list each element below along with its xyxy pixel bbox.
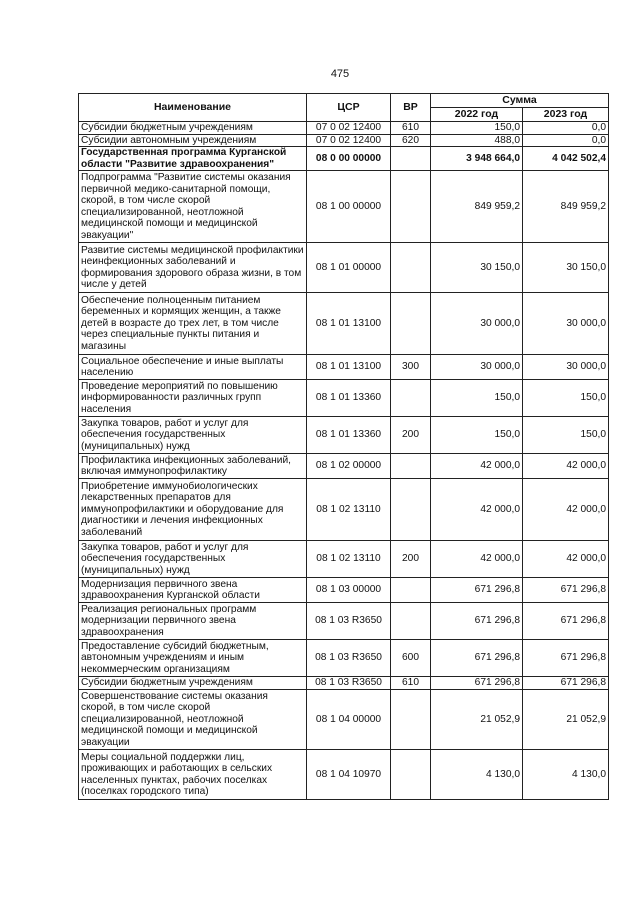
sum-2023-cell: 0,0	[523, 122, 609, 135]
sum-2022-cell: 21 052,9	[431, 690, 523, 750]
vr-cell: 300	[391, 355, 431, 380]
csr-cell: 08 1 01 13100	[307, 355, 391, 380]
header-csr: ЦСР	[307, 94, 391, 122]
sum-2022-cell: 150,0	[431, 122, 523, 135]
csr-cell: 08 0 00 00000	[307, 147, 391, 171]
sum-2023-cell: 30 000,0	[523, 355, 609, 380]
sum-2023-cell: 30 150,0	[523, 243, 609, 293]
table-row	[79, 479, 609, 541]
csr-cell: 08 1 03 R3650	[307, 640, 391, 677]
csr-cell: 08 1 04 00000	[307, 690, 391, 750]
name-cell: Предоставление субсидий бюджетным, автономным учреждениям и иным некоммерческим организациям	[79, 640, 307, 677]
csr-cell: 08 1 01 00000	[307, 243, 391, 293]
sum-2022-cell: 671 296,8	[431, 677, 523, 690]
vr-cell	[391, 750, 431, 800]
name-cell: Развитие системы медицинской профилактики неинфекционных заболеваний и формирования здорового образа жизни, в том числе у детей	[79, 243, 307, 293]
csr-cell: 07 0 02 12400	[307, 122, 391, 135]
sum-2022-cell: 849 959,2	[431, 171, 523, 243]
vr-cell: 610	[391, 677, 431, 690]
name-cell: Профилактика инфекционных заболеваний, включая иммунопрофилактику	[79, 454, 307, 479]
sum-2022-cell: 4 130,0	[431, 750, 523, 800]
csr-cell: 08 1 01 13360	[307, 380, 391, 417]
csr-cell: 08 1 02 13110	[307, 479, 391, 541]
name-cell: Меры социальной поддержки лиц, проживающих и работающих в сельских населенных пунктах, рабочих поселках (поселках городского типа)	[79, 750, 307, 800]
sum-2023-cell: 30 000,0	[523, 293, 609, 355]
name-cell: Приобретение иммунобиологических лекарственных препаратов для иммунопрофилактики и оборудование для диагностики и лечения инфекционных заболеваний	[79, 479, 307, 541]
vr-cell	[391, 479, 431, 541]
csr-cell: 08 1 03 00000	[307, 578, 391, 603]
csr-cell: 08 1 00 00000	[307, 171, 391, 243]
name-cell: Обеспечение полноценным питанием беременных и кормящих женщин, а также детей в возрасте до трех лет, в том числе через специальные пункты питания и магазины	[79, 293, 307, 355]
header-year-2022: 2022 год	[431, 108, 523, 122]
vr-cell	[391, 603, 431, 640]
sum-2023-cell: 42 000,0	[523, 541, 609, 578]
name-cell: Совершенствование системы оказания скорой, в том числе скорой специализированной, неотложной медицинской помощи и медицинской эвакуации	[79, 690, 307, 750]
vr-cell: 620	[391, 134, 431, 147]
table-row	[79, 355, 609, 380]
name-cell: Субсидии автономным учреждениям	[79, 134, 307, 147]
table-row	[79, 603, 609, 640]
sum-2022-cell: 42 000,0	[431, 454, 523, 479]
sum-2023-cell: 4 042 502,4	[523, 147, 609, 171]
sum-2023-cell: 671 296,8	[523, 640, 609, 677]
sum-2022-cell: 30 000,0	[431, 293, 523, 355]
name-cell: Государственная программа Курганской области "Развитие здравоохранения"	[79, 147, 307, 171]
name-cell: Закупка товаров, работ и услуг для обеспечения государственных (муниципальных) нужд	[79, 541, 307, 578]
header-vr: ВР	[391, 94, 431, 122]
table-row	[79, 454, 609, 479]
sum-2023-cell: 42 000,0	[523, 454, 609, 479]
sum-2022-cell: 42 000,0	[431, 541, 523, 578]
vr-cell: 610	[391, 122, 431, 135]
table-row	[79, 380, 609, 417]
vr-cell	[391, 243, 431, 293]
name-cell: Субсидии бюджетным учреждениям	[79, 122, 307, 135]
vr-cell: 200	[391, 417, 431, 454]
budget-table	[78, 93, 609, 800]
vr-cell	[391, 454, 431, 479]
csr-cell: 08 1 01 13100	[307, 293, 391, 355]
sum-2023-cell: 4 130,0	[523, 750, 609, 800]
table-row	[79, 171, 609, 243]
header-sum: Сумма	[431, 94, 609, 108]
table-row	[79, 640, 609, 677]
table-row	[79, 134, 609, 147]
vr-cell: 200	[391, 541, 431, 578]
sum-2022-cell: 3 948 664,0	[431, 147, 523, 171]
table-row	[79, 243, 609, 293]
header-year-2023: 2023 год	[523, 108, 609, 122]
vr-cell	[391, 578, 431, 603]
sum-2023-cell: 150,0	[523, 380, 609, 417]
sum-2023-cell: 849 959,2	[523, 171, 609, 243]
name-cell: Подпрограмма "Развитие системы оказания первичной медико-санитарной помощи, скорой, в том числе скорой специализированной, неотложной медицинской помощи и медицинской эвакуации"	[79, 171, 307, 243]
name-cell: Закупка товаров, работ и услуг для обеспечения государственных (муниципальных) нужд	[79, 417, 307, 454]
page-number: 475	[330, 68, 350, 80]
sum-2022-cell: 30 000,0	[431, 355, 523, 380]
sum-2022-cell: 671 296,8	[431, 640, 523, 677]
name-cell: Проведение мероприятий по повышению информированности различных групп населения	[79, 380, 307, 417]
csr-cell: 07 0 02 12400	[307, 134, 391, 147]
sum-2022-cell: 488,0	[431, 134, 523, 147]
vr-cell	[391, 147, 431, 171]
name-cell: Субсидии бюджетным учреждениям	[79, 677, 307, 690]
sum-2022-cell: 150,0	[431, 417, 523, 454]
sum-2023-cell: 42 000,0	[523, 479, 609, 541]
csr-cell: 08 1 01 13360	[307, 417, 391, 454]
table-row	[79, 690, 609, 750]
vr-cell	[391, 380, 431, 417]
vr-cell	[391, 293, 431, 355]
table-row	[79, 122, 609, 135]
name-cell: Модернизация первичного звена здравоохранения Курганской области	[79, 578, 307, 603]
sum-2023-cell: 0,0	[523, 134, 609, 147]
table-row	[79, 417, 609, 454]
vr-cell	[391, 171, 431, 243]
table-row	[79, 750, 609, 800]
vr-cell	[391, 690, 431, 750]
name-cell: Социальное обеспечение и иные выплаты населению	[79, 355, 307, 380]
table-row	[79, 578, 609, 603]
table-row	[79, 293, 609, 355]
csr-cell: 08 1 03 R3650	[307, 677, 391, 690]
header-name: Наименование	[79, 94, 307, 122]
table-row	[79, 541, 609, 578]
sum-2023-cell: 671 296,8	[523, 677, 609, 690]
csr-cell: 08 1 02 00000	[307, 454, 391, 479]
table-row	[79, 677, 609, 690]
name-cell: Реализация региональных программ модернизации первичного звена здравоохранения	[79, 603, 307, 640]
sum-2022-cell: 671 296,8	[431, 603, 523, 640]
sum-2022-cell: 671 296,8	[431, 578, 523, 603]
vr-cell: 600	[391, 640, 431, 677]
sum-2023-cell: 21 052,9	[523, 690, 609, 750]
csr-cell: 08 1 03 R3650	[307, 603, 391, 640]
csr-cell: 08 1 02 13110	[307, 541, 391, 578]
sum-2023-cell: 671 296,8	[523, 578, 609, 603]
table-row	[79, 147, 609, 171]
sum-2022-cell: 150,0	[431, 380, 523, 417]
sum-2023-cell: 671 296,8	[523, 603, 609, 640]
sum-2023-cell: 150,0	[523, 417, 609, 454]
csr-cell: 08 1 04 10970	[307, 750, 391, 800]
sum-2022-cell: 30 150,0	[431, 243, 523, 293]
sum-2022-cell: 42 000,0	[431, 479, 523, 541]
